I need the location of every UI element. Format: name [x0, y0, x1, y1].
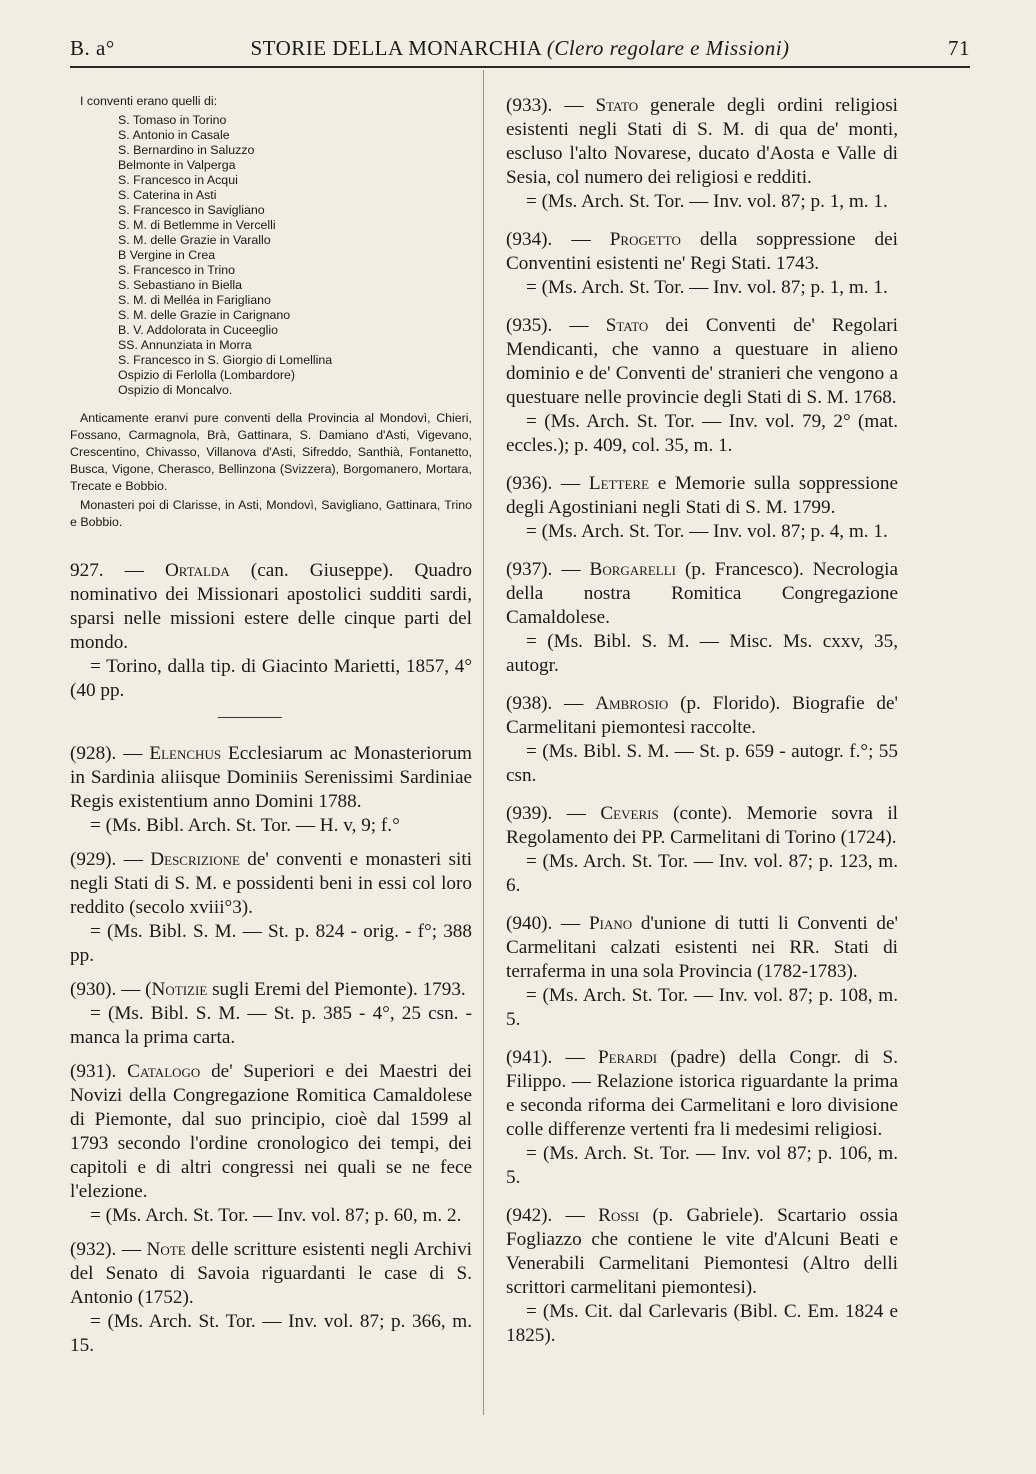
list-item: B. V. Addolorata in Cuceeglio [118, 323, 279, 337]
entry-number: (934). [506, 229, 553, 250]
entry-citation: = (Ms. Arch. St. Tor. — Inv. vol. 87; p. 1, m. 1. [526, 191, 888, 212]
list-item: Belmonte in Valperga [118, 158, 236, 172]
entry-citation: = (Ms. Arch. St. Tor. — Inv. vol. 87; p. 4, m. 1. [526, 521, 888, 542]
catalog-entry [70, 1060, 472, 1228]
convents-paragraph: Anticamente eranvi pure conventi della Provincia al Mondovì, Chieri, Fossano, Carmagnola, Brà, Gattinara, S. Damiano d'Asti, Vigevano, Crescentino, Chivasso, Villanova d'Asti, Sifreddo, Santhià, Fontanetto, Busca, Vigone, Cherasco, Bellinzona (Svizzera), Borgomanero, Mortara, Trecate e Bobbio. [70, 411, 472, 493]
entry-heading: Borgarelli [589, 559, 677, 580]
entry-text: de' conventi e monasteri siti negli Stati di S. M. e possidenti beni in essi col loro reddito (secolo xviii°3). [70, 849, 473, 918]
section-mark: B. a° [70, 36, 115, 60]
section-divider [218, 717, 282, 718]
list-item: S. Tomaso in Torino [118, 113, 227, 127]
entry-text: (conte). Memorie sovra il Regolamento dei PP. Carmelitani di Torino (1724). [506, 803, 899, 848]
entry-heading: Perardi [598, 1047, 658, 1068]
list-item: Ospizio di Ferlolla (Lombardore) [118, 368, 295, 382]
entry-text: (p. Florido). Biografie de' Carmelitani piemontesi raccolte. [506, 693, 899, 738]
list-item: S. Francesco in Acqui [118, 173, 238, 187]
entry-number: 927. [70, 560, 104, 581]
entry-text: sugli Eremi del Piemonte). 1793. [207, 979, 466, 1000]
entry-text: (can. Giuseppe). Quadro nominativo dei Missionari apostolici sudditi sardi, sparsi nelle missioni estere delle cinque parti del mondo. [70, 560, 473, 653]
list-item: S. M. di Betlemme in Vercelli [118, 218, 276, 232]
catalog-entry [70, 742, 472, 838]
entry-heading: Elenchus [149, 743, 222, 764]
entry-text: (p. Gabriele). Scartario ossia Fogliazzo che contiene le vite d'Alcuni Beati e Venerabili Carmelitani Piemontesi (Altro delli scrittori carmelitani piemontesi). [506, 1205, 898, 1298]
entry-text: (padre) della Congr. di S. Filippo. — Relazione istorica riguardante la prima e seconda riforma dei Carmelitani e loro divisione colle differenze vertenti fra li medesimi religiosi. [506, 1047, 899, 1140]
entry-separator: — [552, 1205, 599, 1226]
left-entries [70, 559, 472, 1358]
entry-heading: Note [146, 1239, 186, 1260]
list-item: S. Antonio in Casale [118, 128, 230, 142]
title-main: STORIE DELLA MONARCHIA [250, 36, 542, 60]
entry-citation: = (Ms. Cit. dal Carlevaris (Bibl. C. Em. 1824 e 1825). [506, 1301, 898, 1346]
entry-heading: Ceveris [600, 803, 659, 824]
page-number: 71 [948, 36, 970, 60]
entry-separator: — [552, 473, 589, 494]
entry-separator: — [116, 849, 151, 870]
left-column [70, 94, 472, 1358]
entry-number: (935). [506, 315, 553, 336]
entry-citation: = (Ms. Bibl. Arch. St. Tor. — H. v, 9; f.° [90, 815, 400, 836]
entry-heading: Piano [588, 913, 633, 934]
convents-list [70, 113, 472, 398]
list-item: S. M. delle Grazie in Varallo [118, 233, 271, 247]
list-item: S. Sebastiano in Biella [118, 278, 242, 292]
catalog-entry [506, 1046, 898, 1190]
list-item: Ospizio di Moncalvo. [118, 383, 233, 397]
entry-number: (932). [70, 1239, 117, 1260]
entry-separator: — [552, 559, 590, 580]
entry-citation: = (Ms. Arch. St. Tor. — Inv. vol. 79, 2° (mat. eccles.); p. 409, col. 35, m. 1. [506, 411, 898, 456]
entry-separator: — [103, 560, 165, 581]
list-item: S. Bernardino in Saluzzo [118, 143, 255, 157]
catalog-entry [506, 94, 898, 214]
running-header [70, 30, 970, 70]
list-item: S. Francesco in Trino [118, 263, 236, 277]
entry-heading: Catalogo [127, 1061, 201, 1082]
entry-number: (931). [70, 1061, 117, 1082]
entry-heading: Ortalda [164, 560, 230, 581]
catalog-entry [506, 802, 898, 898]
entry-number: (942). [506, 1205, 553, 1226]
entry-citation: = (Ms. Arch. St. Tor. — Inv. vol. 87; p. 366, m. 15. [70, 1311, 472, 1356]
catalog-entry [506, 692, 898, 788]
convents-note [70, 94, 472, 531]
catalog-entry [70, 559, 472, 703]
catalog-entry [506, 558, 898, 678]
entry-separator: — [552, 913, 589, 934]
right-column [506, 94, 898, 1348]
entry-number: (929). [70, 849, 117, 870]
catalog-entry [506, 314, 898, 458]
entry-heading: Progetto [609, 229, 681, 250]
entry-separator: — [116, 979, 146, 1000]
entry-separator: — [552, 95, 596, 116]
convents-intro: I conventi erano quelli di: [80, 94, 218, 108]
list-item: SS. Annunziata in Morra [118, 338, 252, 352]
catalog-entry [506, 228, 898, 300]
list-item: S. Francesco in S. Giorgio di Lomellina [118, 353, 333, 367]
entry-citation: = (Ms. Arch. St. Tor. — Inv. vol. 87; p. 108, m. 5. [506, 985, 898, 1030]
entry-heading: Rossi [598, 1205, 640, 1226]
column-rule [483, 70, 484, 1415]
catalog-entry [506, 472, 898, 544]
entry-number: (940). [506, 913, 553, 934]
entry-separator: — [552, 315, 606, 336]
entry-heading: Lettere [588, 473, 650, 494]
entry-text: d'unione di tutti li Conventi de' Carmelitani calzati esistenti nei RR. Stati di terraferma in una sola Provincia (1782-1783). [506, 913, 899, 982]
entry-separator: — [552, 803, 601, 824]
entry-citation: = (Ms. Bibl. S. M. — St. p. 659 - autogr. f.°; 55 csn. [506, 741, 898, 786]
entry-citation: = (Ms. Arch. St. Tor. — Inv. vol. 87; p. 123, m. 6. [506, 851, 898, 896]
entry-text: generale degli ordini religiosi esistenti negli Stati di S. M. di qua de' monti, escluso l'alto Novarese, ducato d'Aosta e Valle di Sesia, col numero dei religiosi e redditi. [506, 95, 898, 188]
list-item: S. Caterina in Asti [118, 188, 217, 202]
entry-heading: Descrizione [150, 849, 240, 870]
entry-citation: = (Ms. Arch. St. Tor. — Inv. vol 87; p. 106, m. 5. [506, 1143, 898, 1188]
list-item: S. Francesco in Savigliano [118, 203, 265, 217]
entry-separator: — [552, 1047, 599, 1068]
entry-citation: = (Ms. Arch. St. Tor. — Inv. vol. 87; p. 1, m. 1. [526, 277, 888, 298]
right-entries [506, 94, 898, 1348]
catalog-entry [506, 1204, 898, 1348]
entry-citation: = Torino, dalla tip. di Giacinto Marietti, 1857, 4° (40 pp. [70, 656, 472, 701]
list-item: S. M. delle Grazie in Carignano [118, 308, 291, 322]
entry-citation: = (Ms. Arch. St. Tor. — Inv. vol. 87; p. 60, m. 2. [90, 1205, 462, 1226]
entry-heading: Stato [595, 95, 639, 116]
entry-number: (938). [506, 693, 553, 714]
entry-number: (939). [506, 803, 553, 824]
monasteries-paragraph: Monasteri poi di Clarisse, in Asti, Mondovì, Savigliano, Gattinara, Trino e Bobbio. [70, 498, 472, 529]
entry-text: Ecclesiarum ac Monasteriorum in Sardinia aliisque Dominiis Serenissimi Sardiniae Regis existentium anno Domini 1788. [70, 743, 472, 812]
page-title [70, 36, 970, 61]
entry-heading: (Notizie [145, 979, 208, 1000]
entry-number: (941). [506, 1047, 553, 1068]
entry-citation: = (Ms. Bibl. S. M. — St. p. 385 - 4°, 25 csn. - manca la prima carta. [70, 1003, 472, 1048]
catalog-entry [70, 848, 472, 968]
entry-text: (p. Francesco). Necrologia della nostra Romitica Congregazione Camaldolese. [506, 559, 898, 628]
entry-separator: — [552, 229, 610, 250]
entry-text: de' Superiori e dei Maestri dei Novizi della Congregazione Romitica Camaldolese di Piemonte, dal suo principio, cioè dal 1599 al 1793 secondo l'ordine cronologico dei tempi, dei capitoli e di altri congressi nei quali se ne fece l'elezione. [70, 1061, 472, 1202]
list-item: S. M. di Melléa in Farigliano [118, 293, 271, 307]
list-item: B Vergine in Crea [118, 248, 216, 262]
entry-citation: = (Ms. Bibl. S. M. — Misc. Ms. cxxv, 35, autogr. [506, 631, 898, 676]
entry-heading: Stato [605, 315, 649, 336]
entry-citation: = (Ms. Bibl. S. M. — St. p. 824 - orig. - f°; 388 pp. [70, 921, 472, 966]
entry-separator [116, 1061, 127, 1082]
entry-separator: — [552, 693, 596, 714]
entry-number: (936). [506, 473, 553, 494]
entry-separator: — [116, 1239, 147, 1260]
catalog-entry [70, 978, 472, 1050]
title-sub: (Clero regolare e Missioni) [546, 36, 790, 60]
entry-text: e Memorie sulla soppressione degli Agostiniani negli Stati di S. M. 1799. [506, 473, 898, 518]
entry-separator: — [116, 743, 150, 764]
entry-text: delle scritture esistenti negli Archivi del Senato di Savoia riguardanti le case di S. Antonio (1752). [70, 1239, 473, 1308]
entry-heading: Ambrosio [595, 693, 669, 714]
header-rule [70, 66, 970, 68]
entry-text: della soppressione dei Conventini esistenti ne' Regi Stati. 1743. [506, 229, 899, 274]
catalog-entry [70, 1238, 472, 1358]
entry-number: (933). [506, 95, 553, 116]
entry-number: (930). [70, 979, 117, 1000]
entry-number: (928). [70, 743, 117, 764]
entry-text: dei Conventi de' Regolari Mendicanti, che vanno a questuare in alieno dominio e de' Conventi de' stranieri che vengono a questuare nelle provincie degli Stati di S. M. 1768. [506, 315, 899, 408]
catalog-entry [506, 912, 898, 1032]
entry-number: (937). [506, 559, 553, 580]
